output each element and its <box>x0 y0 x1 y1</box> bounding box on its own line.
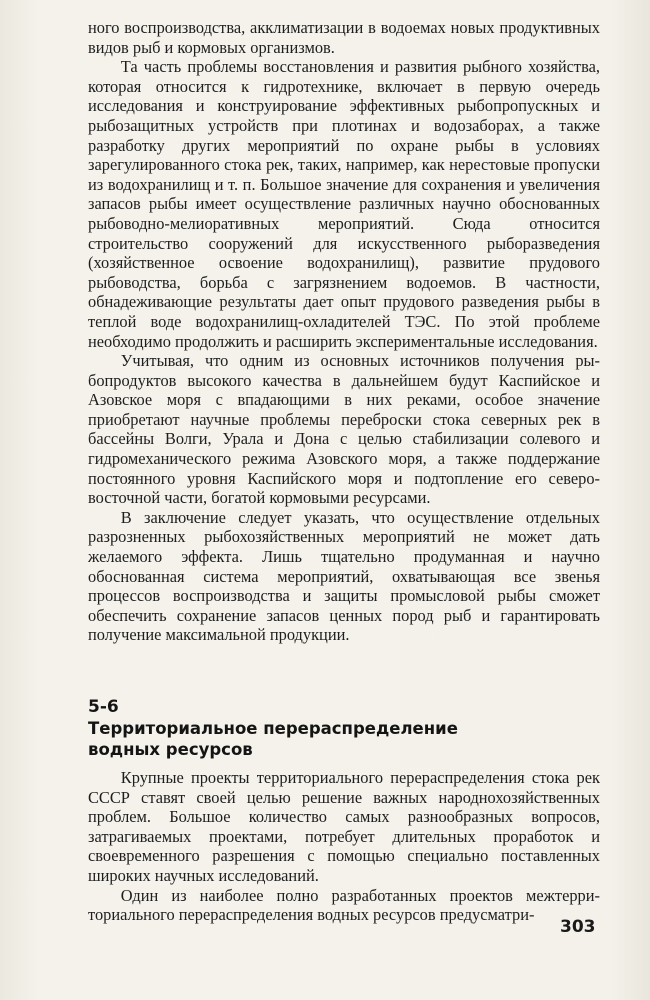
text-column <box>88 18 600 925</box>
paragraph-caspian-azov: Учитывая, что одним из основных источников получения рыбопродуктов высокого качества в дальнейшем будут Каспийское и Азовское моря с впадающими в них реками, особое значение приобретают научные проблемы переброски стока северных рек в бассейны Волги, Урала и Дона с целью стабилизации солевого и гидромеханического режима Азовского моря, а также поддержание постоянного уровня Каспийского моря и подтопление его северо-восточной части, богатой кормовыми ресурсами. <box>88 351 600 508</box>
paragraph-hydrotechnics: Та часть проблемы восстановления и развития рыбного хозяйства, которая относится к гидротехнике, включает в первую очередь исследования и конструирование эффективных рыбопропускных и рыбозащитных устройств при плотинах и водозаборах, а также разработку других мероприятий по охране рыбы в условиях зарегулированного стока рек, таких, например, как нерестовые пропуски из водохранилищ и т. п. Большое значение для сохранения и увеличения запасов рыбы имеет осуществление различных научно обоснованных рыбоводно-мелиоративных мероприятий. Сюда относится строительство сооружений для искусственного рыборазведения (хозяйственное освоение водохранилищ), развитие прудового рыбоводства, борьба с загрязнением водоемов. В частности, обнадеживающие результаты дает опыт прудового разведения рыбы в теплой воде водохранилищ-охладителей ТЭС. По этой проблеме необходимо продолжить и расширить экспериментальные исследования. <box>88 57 600 351</box>
section-title: Территориальное перераспределение водных ресурсов <box>88 719 458 759</box>
paragraph-conclusion: В заключение следует указать, что осуществление отдельных разрозненных рыбохозяйственных мероприятий не может дать желаемого эффекта. Лишь тщательно продуманная и научно обоснованная система мероприятий, охватывающая все звенья процессов воспроизводства и защиты промысловой рыбы сможет обеспечить сохранение запасов ценных пород рыб и гарантировать получение максимальной продукции. <box>88 507 600 645</box>
page-number: 303 <box>560 917 596 937</box>
paragraph-large-projects: Крупные проекты территориального перераспределения стока рек СССР ставят своей целью решение важных народнохозяйственных проблем. Большое количество самых разнообразных вопросов, затрагиваемых проектами, потребует длительных проработок и своевременного разрешения с помощью специально поставленных широких научных исследований. <box>88 768 600 885</box>
section-heading <box>88 697 600 760</box>
paragraph-interterritorial: Один из наиболее полно разработанных проектов межтерриториального перераспределения водных ресурсов предусматри- <box>88 885 600 925</box>
section-number: 5-6 <box>88 697 119 717</box>
paragraph-continuation: ного воспроизводства, акклиматизации в водоемах новых продуктивных видов рыб и кормовых организмов. <box>88 18 600 57</box>
